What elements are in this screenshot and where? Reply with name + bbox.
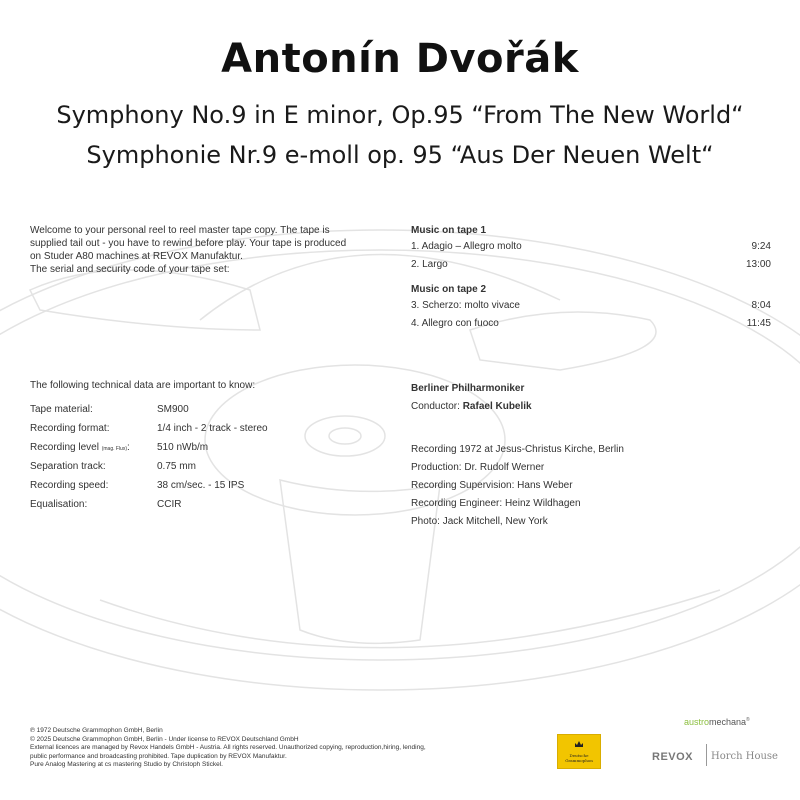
tech-value: CCIR bbox=[157, 499, 182, 510]
track-row bbox=[411, 256, 771, 274]
track-time: 11:45 bbox=[746, 318, 771, 329]
dg-logo-text bbox=[560, 753, 598, 763]
orchestra-name: Berliner Philharmoniker bbox=[411, 383, 525, 394]
welcome-line: The serial and security code of your tape set: bbox=[30, 264, 230, 275]
technical-intro: The following technical data are important to know: bbox=[30, 380, 256, 391]
tech-row bbox=[30, 495, 268, 514]
welcome-line: supplied tail out - you have to rewind before play. Your tape is produced bbox=[30, 238, 347, 249]
tech-value: 1/4 inch - 2 track - stereo bbox=[157, 423, 268, 434]
track-row bbox=[411, 315, 771, 333]
footer-line: public performance and broadcasting prohibited. Tape duplication by REVOX Manufaktur. bbox=[30, 752, 287, 760]
conductor-name: Rafael Kubelik bbox=[462, 401, 532, 412]
dg-crown-icon bbox=[574, 739, 584, 749]
austromechana-logo bbox=[684, 717, 750, 727]
footer-line: © 2025 Deutsche Grammophon GmbH, Berlin - Under license to REVOX Deutschland GmbH bbox=[30, 735, 299, 743]
title-english: Symphony No.9 in E minor, Op.95 “From The New World“ bbox=[56, 101, 744, 129]
tech-value: 0.75 mm bbox=[157, 461, 196, 472]
track-row bbox=[411, 238, 771, 256]
tape-heading: Music on tape 2 bbox=[411, 284, 487, 295]
revox-logo: REVOX bbox=[652, 751, 694, 763]
track-time: 9:24 bbox=[751, 241, 771, 252]
footer-line: External licences are managed by Revox Handels GmbH - Austria. All rights reserved. Unauthorized copying, reproduction,hiring, lending, bbox=[30, 744, 426, 751]
credit-line: Recording 1972 at Jesus-Christus Kirche, Berlin bbox=[411, 444, 624, 455]
conductor-line bbox=[411, 398, 771, 416]
tech-value: SM900 bbox=[157, 404, 189, 415]
footer-line: ℗ 1972 Deutsche Grammophon GmbH, Berlin bbox=[30, 727, 163, 734]
footer-line: Pure Analog Mastering at cs mastering Studio by Christoph Stickel. bbox=[30, 761, 223, 768]
track-title: 4. Allegro con fuoco bbox=[411, 318, 499, 329]
tech-value: 38 cm/sec. - 15 IPS bbox=[157, 480, 245, 491]
tape-heading: Music on tape 1 bbox=[411, 225, 487, 236]
credit-line: Recording Engineer: Heinz Wildhagen bbox=[411, 498, 581, 509]
track-title: 1. Adagio – Allegro molto bbox=[411, 241, 522, 252]
welcome-line: on Studer A80 machines at REVOX Manufaktur. bbox=[30, 251, 243, 262]
tech-label-suffix: : bbox=[127, 442, 130, 453]
dg-logo-line: Grammophon bbox=[565, 758, 593, 763]
credit-line: Production: Dr. Rudolf Werner bbox=[411, 462, 545, 473]
technical-data-table bbox=[30, 400, 268, 514]
conductor-label: Conductor: bbox=[411, 401, 460, 412]
legal-footer bbox=[30, 727, 530, 770]
track-title: 3. Scherzo: molto vivace bbox=[411, 300, 520, 311]
credit-line: Recording Supervision: Hans Weber bbox=[411, 480, 573, 491]
composer-name: Antonín Dvořák bbox=[221, 36, 579, 82]
track-row bbox=[411, 297, 771, 315]
tech-label-with-note bbox=[30, 438, 157, 457]
austromechana-logo-part: mechana bbox=[709, 717, 747, 727]
track-time: 13:00 bbox=[745, 259, 771, 270]
credit-line: Photo: Jack Mitchell, New York bbox=[411, 516, 548, 527]
horch-house-logo: Horch House bbox=[711, 751, 778, 762]
tech-label: Equalisation: bbox=[30, 499, 88, 510]
tech-label: Recording speed: bbox=[30, 480, 109, 491]
track-list bbox=[411, 224, 771, 333]
registered-mark: ® bbox=[746, 717, 750, 723]
tech-label-note: (mag. Flux) bbox=[101, 446, 127, 452]
tech-row bbox=[30, 419, 268, 438]
tech-label: Separation track: bbox=[30, 461, 106, 472]
tech-row bbox=[30, 400, 268, 419]
track-title: 2. Largo bbox=[411, 259, 448, 270]
tech-label: Tape material: bbox=[30, 404, 93, 415]
tech-label: Recording level bbox=[30, 442, 99, 453]
tech-row bbox=[30, 438, 268, 457]
track-time: 8:04 bbox=[751, 300, 771, 311]
tech-row bbox=[30, 476, 268, 495]
tech-label: Recording format: bbox=[30, 423, 110, 434]
welcome-text bbox=[30, 224, 405, 276]
welcome-line: Welcome to your personal reel to reel master tape copy. The tape is bbox=[30, 225, 330, 236]
recording-credits bbox=[411, 380, 771, 531]
deutsche-grammophon-logo bbox=[557, 734, 601, 769]
dg-logo-line: Deutsche bbox=[569, 753, 589, 758]
tech-row bbox=[30, 457, 268, 476]
tech-value: 510 nWb/m bbox=[157, 442, 209, 453]
title-german: Symphonie Nr.9 e-moll op. 95 “Aus Der Neuen Welt“ bbox=[86, 141, 714, 169]
logo-divider bbox=[706, 744, 707, 766]
austromechana-logo-part: austro bbox=[684, 717, 710, 727]
